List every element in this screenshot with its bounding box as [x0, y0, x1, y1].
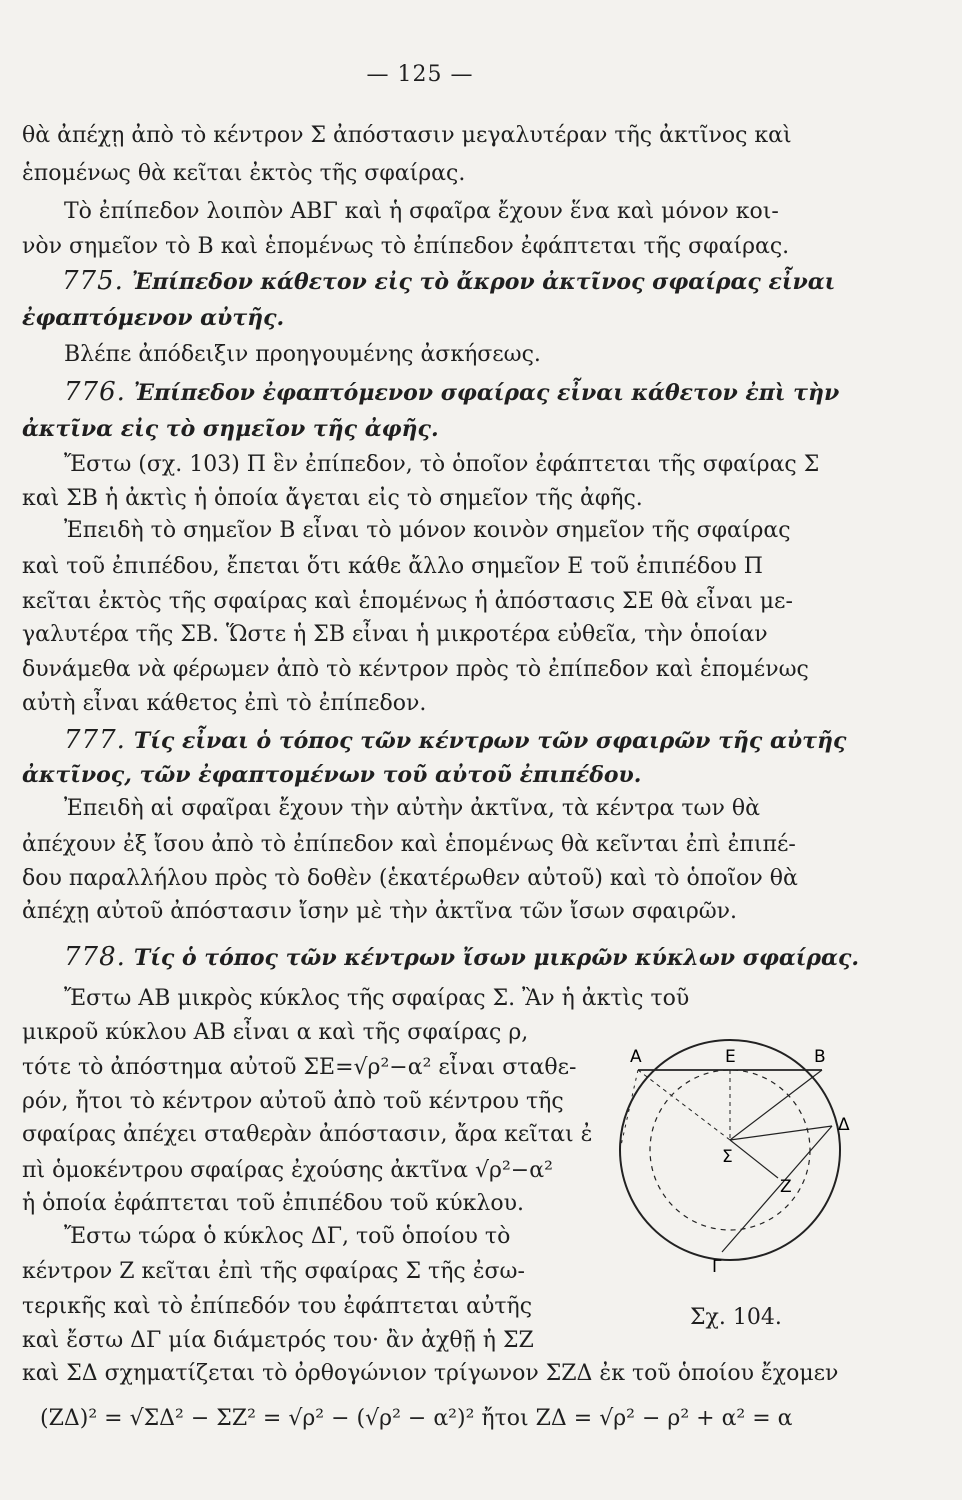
- equation-line: (ΖΔ)² = √ΣΔ² − ΣΖ² = √ρ² − (√ρ² − α²)² ἤτοι ΖΔ = √ρ² − ρ² + α² = α: [40, 1406, 793, 1431]
- text-line: Ἐπειδὴ αἱ σφαῖραι ἔχουν τὴν αὐτὴν ἀκτῖνα, τὰ κέντρα των θὰ: [64, 796, 760, 821]
- sphere-figure: [600, 1030, 860, 1280]
- section-heading-777: [64, 727, 846, 753]
- text-line: καὶ τοῦ ἐπιπέδου, ἔπεται ὅτι κάθε ἄλλο σημεῖον Ε τοῦ ἐπιπέδου Π: [22, 554, 763, 579]
- text-line: ρόν, ἤτοι τὸ κέντρον αὐτοῦ ἀπὸ τοῦ κέντρου τῆς: [22, 1089, 564, 1114]
- label-G: Γ: [712, 1257, 722, 1277]
- section-heading-776: [64, 379, 839, 405]
- text-line: καὶ ἔστω ΔΓ μία διάμετρός του· ἂν ἀχθῇ ἡ ΣΖ: [22, 1328, 534, 1353]
- text-line: Βλέπε ἀπόδειξιν προηγουμένης ἀσκήσεως.: [64, 342, 541, 367]
- heading-text: Τίς εἶναι ὁ τόπος τῶν κέντρων τῶν σφαιρῶν τῆς αὐτῆς: [133, 728, 847, 754]
- section-number: 775.: [62, 266, 124, 296]
- text-line: Ἔστω (σχ. 103) Π ἓν ἐπίπεδον, τὸ ὁποῖον ἐφάπτεται τῆς σφαίρας Σ: [64, 452, 820, 477]
- section-number: 776.: [64, 377, 126, 407]
- line-SZ: [730, 1140, 778, 1178]
- text-line: δυνάμεθα νὰ φέρωμεν ἀπὸ τὸ κέντρον πρὸς τὸ ἐπίπεδον καὶ ἑπομένως: [22, 657, 809, 682]
- text-line: ἀπέχουν ἐξ ἴσου ἀπὸ τὸ ἐπίπεδον καὶ ἑπομένως θὰ κεῖνται ἐπὶ ἐπιπέ-: [22, 832, 796, 857]
- text-line: νὸν σημεῖον τὸ Β καὶ ἑπομένως τὸ ἐπίπεδον ἐφάπτεται τῆς σφαίρας.: [22, 234, 790, 259]
- text-line: γαλυτέρα τῆς ΣΒ. Ὥστε ἡ ΣΒ εἶναι ἡ μικροτέρα εὐθεῖα, τὴν ὁποίαν: [22, 622, 768, 647]
- text-line: ἀπέχῃ αὐτοῦ ἀπόστασιν ἴσην μὲ τὴν ἀκτῖνα τῶν ἴσων σφαιρῶν.: [22, 899, 738, 924]
- heading-text: Ἐπίπεδον ἐφαπτόμενον σφαίρας εἶναι κάθετον ἐπὶ τὴν: [133, 380, 840, 406]
- label-S: Σ: [722, 1147, 733, 1167]
- label-E: Ε: [725, 1047, 736, 1067]
- text-line: κεῖται ἐκτὸς τῆς σφαίρας καὶ ἑπομένως ἡ ἀπόστασις ΣΕ θὰ εἶναι με-: [22, 589, 793, 614]
- text-line: ἡ ὁποία ἐφάπτεται τοῦ ἐπιπέδου τοῦ κύκλου.: [22, 1191, 524, 1216]
- heading-continuation: ἀκτῖνα εἰς τὸ σημεῖον τῆς ἀφῆς.: [22, 416, 439, 442]
- heading-continuation: ἀκτῖνος, τῶν ἐφαπτομένων τοῦ αὐτοῦ ἐπιπέδου.: [22, 762, 642, 788]
- dashed-arc: [620, 1070, 638, 1150]
- section-heading-775: [62, 268, 835, 294]
- label-D: Δ: [838, 1115, 850, 1135]
- text-line: κέντρον Ζ κεῖται ἐπὶ τῆς σφαίρας Σ τῆς ἐσω-: [22, 1259, 525, 1284]
- heading-text: Ἐπίπεδον κάθετον εἰς τὸ ἄκρον ἀκτῖνος σφαίρας εἶναι: [131, 269, 836, 295]
- text-line: Ἔστω ΑΒ μικρὸς κύκλος τῆς σφαίρας Σ. Ἂν ἡ ἀκτὶς τοῦ: [64, 986, 690, 1011]
- text-line: μικροῦ κύκλου ΑΒ εἶναι α καὶ τῆς σφαίρας ρ,: [22, 1020, 529, 1045]
- text-line: πὶ ὁμοκέντρου σφαίρας ἐχούσης ἀκτῖνα √ρ²−α²: [22, 1158, 553, 1183]
- text-line: Ἐπειδὴ τὸ σημεῖον Β εἶναι τὸ μόνον κοινὸν σημεῖον τῆς σφαίρας: [64, 518, 791, 543]
- text-line: καὶ ΣΔ σχηματίζεται τὸ ὀρθογώνιον τρίγωνον ΣΖΔ ἐκ τοῦ ὁποίου ἔχομεν: [22, 1361, 839, 1386]
- text-line: θὰ ἀπέχῃ ἀπὸ τὸ κέντρον Σ ἀπόστασιν μεγαλυτέραν τῆς ἀκτῖνος καὶ: [22, 123, 792, 148]
- page-number: — 125 —: [366, 62, 474, 87]
- section-heading-778: [64, 944, 859, 970]
- diameter-DG: [722, 1126, 832, 1252]
- heading-text: Τίς ὁ τόπος τῶν κέντρων ἴσων μικρῶν κύκλων σφαίρας.: [133, 945, 860, 971]
- figure-caption: Σχ. 104.: [690, 1305, 782, 1330]
- text-line: Τὸ ἐπίπεδον λοιπὸν ΑΒΓ καὶ ἡ σφαῖρα ἔχουν ἕνα καὶ μόνον κοι-: [64, 199, 779, 224]
- label-A: Α: [630, 1047, 642, 1067]
- text-line: δου παραλλήλου πρὸς τὸ δοθὲν (ἑκατέρωθεν αὐτοῦ) καὶ τὸ ὁποῖον θὰ: [22, 866, 798, 891]
- heading-continuation: ἐφαπτόμενον αὐτῆς.: [22, 305, 285, 331]
- text-line: αὐτὴ εἶναι κάθετος ἐπὶ τὸ ἐπίπεδον.: [22, 691, 427, 716]
- section-number: 778.: [64, 942, 126, 972]
- text-line: καὶ ΣΒ ἡ ἀκτὶς ἡ ὁποία ἄγεται εἰς τὸ σημεῖον τῆς ἀφῆς.: [22, 486, 643, 511]
- label-B: Β: [814, 1047, 826, 1067]
- text-line: τότε τὸ ἀπόστημα αὐτοῦ ΣΕ=√ρ²−α² εἶναι σταθε-: [22, 1055, 577, 1080]
- line-SA: [638, 1070, 730, 1140]
- text-line: τερικῆς καὶ τὸ ἐπίπεδόν του ἐφάπτεται αὐτῆς: [22, 1294, 533, 1319]
- label-Z: Ζ: [780, 1177, 792, 1197]
- section-number: 777.: [64, 725, 126, 755]
- text-line: Ἔστω τώρα ὁ κύκλος ΔΓ, τοῦ ὁποίου τὸ: [64, 1224, 511, 1249]
- text-line: σφαίρας ἀπέχει σταθερὰν ἀπόστασιν, ἄρα κεῖται ἐ: [22, 1122, 593, 1147]
- text-line: ἑπομένως θὰ κεῖται ἐκτὸς τῆς σφαίρας.: [22, 161, 466, 186]
